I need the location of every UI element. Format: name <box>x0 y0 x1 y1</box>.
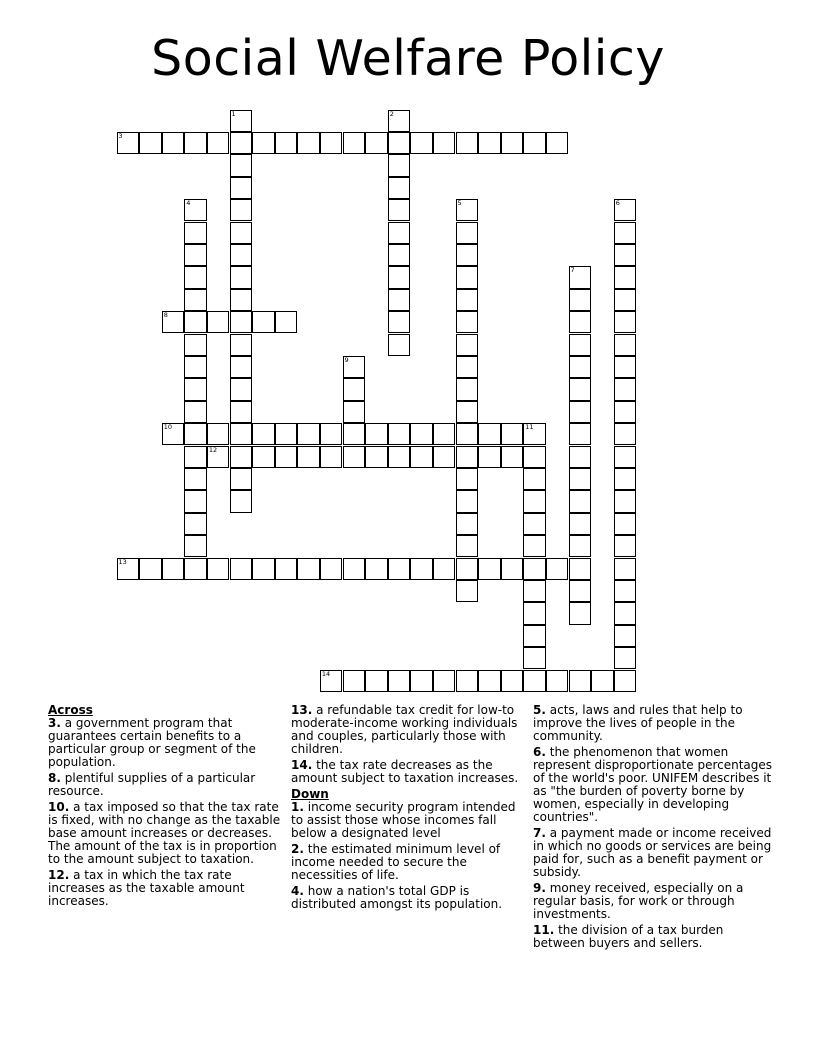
grid-cell[interactable] <box>207 558 230 580</box>
grid-cell[interactable] <box>478 558 501 580</box>
grid-cell[interactable] <box>184 356 207 378</box>
grid-cell[interactable] <box>230 132 253 154</box>
grid-cell[interactable] <box>320 423 343 445</box>
grid-cell[interactable] <box>275 132 298 154</box>
grid-cell[interactable] <box>184 423 207 445</box>
grid-cell[interactable] <box>117 132 140 154</box>
grid-cell[interactable] <box>252 132 275 154</box>
grid-cell[interactable] <box>230 558 253 580</box>
grid-cell[interactable] <box>614 602 637 624</box>
grid-cell[interactable] <box>456 535 479 557</box>
grid-cell[interactable] <box>523 132 546 154</box>
grid-cell[interactable] <box>478 670 501 692</box>
grid-cell[interactable] <box>388 558 411 580</box>
clue-number: 13 <box>118 557 127 566</box>
clue-text: how a nation's total GDP is distributed amongst its population. <box>291 884 503 911</box>
grid-cell[interactable] <box>184 266 207 288</box>
clue-number-label: 12. <box>48 868 70 882</box>
grid-cell[interactable] <box>456 401 479 423</box>
grid-cell[interactable] <box>388 423 411 445</box>
grid-cell[interactable] <box>569 513 592 535</box>
grid-cell[interactable] <box>343 401 366 423</box>
grid-cell[interactable] <box>410 423 433 445</box>
grid-cell[interactable] <box>297 446 320 468</box>
grid-cell[interactable] <box>614 490 637 512</box>
grid-cell[interactable] <box>569 468 592 490</box>
grid-cell[interactable] <box>184 468 207 490</box>
grid-cell[interactable] <box>614 266 637 288</box>
grid-cell[interactable] <box>569 535 592 557</box>
grid-cell[interactable] <box>184 446 207 468</box>
across-clue <box>48 801 284 866</box>
grid-cell[interactable] <box>388 670 411 692</box>
grid-cell[interactable] <box>569 423 592 445</box>
across-clue <box>48 772 284 798</box>
down-heading: Down <box>291 787 329 801</box>
grid-cell[interactable] <box>230 490 253 512</box>
clue-text: the phenomenon that women represent disproportionate percentages of the world's poor. UNIFEM describes it as "the burden of poverty borne by women, especially in developing countries". <box>533 745 773 824</box>
grid-cell[interactable] <box>297 132 320 154</box>
grid-cell[interactable] <box>365 446 388 468</box>
grid-cell[interactable] <box>501 423 524 445</box>
grid-cell[interactable] <box>230 334 253 356</box>
grid-cell[interactable] <box>523 625 546 647</box>
grid-cell[interactable] <box>388 334 411 356</box>
clue-text: a payment made or income received in which no goods or services are being paid for, such as a benefit payment or subsidy. <box>533 826 772 879</box>
clues-column-1 <box>48 704 284 911</box>
grid-cell[interactable] <box>230 110 253 132</box>
clue-number: 11 <box>525 423 534 432</box>
grid-cell[interactable] <box>433 670 456 692</box>
grid-cell[interactable] <box>252 446 275 468</box>
grid-cell[interactable] <box>388 222 411 244</box>
clue-text: the estimated minimum level of income needed to secure the necessities of life. <box>291 842 501 882</box>
grid-cell[interactable] <box>456 244 479 266</box>
grid-cell[interactable] <box>433 558 456 580</box>
grid-cell[interactable] <box>365 132 388 154</box>
grid-cell[interactable] <box>410 670 433 692</box>
grid-cell[interactable] <box>614 625 637 647</box>
clue-number: 6 <box>615 199 620 208</box>
grid-cell[interactable] <box>523 490 546 512</box>
grid-cell[interactable] <box>184 401 207 423</box>
grid-cell[interactable] <box>456 199 479 221</box>
grid-cell[interactable] <box>230 401 253 423</box>
clue-number-label: 5. <box>533 703 546 717</box>
grid-cell[interactable] <box>569 670 592 692</box>
grid-cell[interactable] <box>614 468 637 490</box>
grid-cell[interactable] <box>410 132 433 154</box>
grid-cell[interactable] <box>456 670 479 692</box>
grid-cell[interactable] <box>523 535 546 557</box>
clue-number: 9 <box>344 355 349 364</box>
grid-cell[interactable] <box>456 513 479 535</box>
grid-cell[interactable] <box>614 311 637 333</box>
grid-cell[interactable] <box>569 602 592 624</box>
grid-cell[interactable] <box>388 446 411 468</box>
across-heading: Across <box>48 703 93 717</box>
clue-number-label: 8. <box>48 771 61 785</box>
grid-cell[interactable] <box>501 670 524 692</box>
grid-cell[interactable] <box>365 670 388 692</box>
grid-cell[interactable] <box>388 199 411 221</box>
grid-cell[interactable] <box>162 132 185 154</box>
grid-cell[interactable] <box>456 580 479 602</box>
grid-cell[interactable] <box>343 378 366 400</box>
grid-cell[interactable] <box>433 132 456 154</box>
grid-cell[interactable] <box>456 356 479 378</box>
grid-cell[interactable] <box>275 558 298 580</box>
grid-cell[interactable] <box>275 423 298 445</box>
clue-text: a tax imposed so that the tax rate is fixed, with no change as the taxable base amount increases or decreases. The amount of the tax is in proportion to the amount subject to taxation. <box>48 800 281 866</box>
clue-number-label: 13. <box>291 703 313 717</box>
grid-cell[interactable] <box>569 266 592 288</box>
clue-text: a government program that guarantees certain benefits to a particular group or segment of the population. <box>48 716 256 769</box>
grid-cell[interactable] <box>569 580 592 602</box>
grid-cell[interactable] <box>230 356 253 378</box>
grid-cell[interactable] <box>569 311 592 333</box>
grid-cell[interactable] <box>614 535 637 557</box>
across-clue <box>48 869 284 908</box>
grid-cell[interactable] <box>456 423 479 445</box>
grid-cell[interactable] <box>388 177 411 199</box>
grid-cell[interactable] <box>184 289 207 311</box>
grid-cell[interactable] <box>343 446 366 468</box>
across-clue <box>291 759 523 785</box>
clue-text: a refundable tax credit for low-to moderate-income working individuals and couples, particularly those with children. <box>291 703 518 756</box>
grid-cell[interactable] <box>614 378 637 400</box>
clue-text: a tax in which the tax rate increases as the taxable amount increases. <box>48 868 245 908</box>
clue-text: the division of a tax burden between buyers and sellers. <box>533 923 724 950</box>
grid-cell[interactable] <box>252 423 275 445</box>
down-clue <box>533 924 773 950</box>
grid-cell[interactable] <box>388 266 411 288</box>
grid-cell[interactable] <box>365 558 388 580</box>
grid-cell[interactable] <box>456 266 479 288</box>
grid-cell[interactable] <box>184 513 207 535</box>
grid-cell[interactable] <box>591 670 614 692</box>
grid-cell[interactable] <box>184 199 207 221</box>
grid-cell[interactable] <box>388 289 411 311</box>
grid-cell[interactable] <box>230 222 253 244</box>
grid-cell[interactable] <box>184 535 207 557</box>
grid-cell[interactable] <box>139 132 162 154</box>
grid-cell[interactable] <box>614 401 637 423</box>
grid-cell[interactable] <box>614 289 637 311</box>
grid-cell[interactable] <box>230 154 253 176</box>
down-clue <box>291 801 523 840</box>
grid-cell[interactable] <box>343 132 366 154</box>
grid-cell[interactable] <box>546 558 569 580</box>
grid-cell[interactable] <box>162 423 185 445</box>
grid-cell[interactable] <box>184 244 207 266</box>
grid-cell[interactable] <box>388 132 411 154</box>
grid-cell[interactable] <box>614 334 637 356</box>
clue-number: 5 <box>457 199 462 208</box>
clue-number: 2 <box>389 109 394 118</box>
grid-cell[interactable] <box>456 132 479 154</box>
grid-cell[interactable] <box>456 289 479 311</box>
grid-cell[interactable] <box>162 311 185 333</box>
grid-cell[interactable] <box>614 647 637 669</box>
grid-cell[interactable] <box>343 670 366 692</box>
grid-cell[interactable] <box>523 647 546 669</box>
grid-cell[interactable] <box>230 289 253 311</box>
grid-cell[interactable] <box>501 446 524 468</box>
grid-cell[interactable] <box>320 132 343 154</box>
grid-cell[interactable] <box>456 311 479 333</box>
clue-number: 1 <box>231 109 236 118</box>
grid-cell[interactable] <box>230 446 253 468</box>
grid-cell[interactable] <box>184 558 207 580</box>
grid-cell[interactable] <box>501 558 524 580</box>
grid-cell[interactable] <box>184 311 207 333</box>
down-clue <box>533 704 773 743</box>
grid-cell[interactable] <box>184 490 207 512</box>
clue-number: 14 <box>321 669 331 678</box>
clues-column-3 <box>533 704 773 953</box>
grid-cell[interactable] <box>523 580 546 602</box>
grid-cell[interactable] <box>207 311 230 333</box>
grid-cell[interactable] <box>297 423 320 445</box>
grid-cell[interactable] <box>230 199 253 221</box>
grid-cell[interactable] <box>230 244 253 266</box>
grid-cell[interactable] <box>569 401 592 423</box>
clue-text: the tax rate decreases as the amount subject to taxation increases. <box>291 758 519 785</box>
grid-cell[interactable] <box>456 378 479 400</box>
grid-cell[interactable] <box>230 311 253 333</box>
grid-cell[interactable] <box>207 423 230 445</box>
clue-number-label: 4. <box>291 884 304 898</box>
grid-cell[interactable] <box>523 468 546 490</box>
clue-number: 7 <box>570 266 575 275</box>
grid-cell[interactable] <box>139 558 162 580</box>
grid-cell[interactable] <box>523 670 546 692</box>
grid-cell[interactable] <box>523 558 546 580</box>
grid-cell[interactable] <box>546 670 569 692</box>
grid-cell[interactable] <box>230 177 253 199</box>
grid-cell[interactable] <box>569 558 592 580</box>
grid-cell[interactable] <box>523 513 546 535</box>
grid-cell[interactable] <box>614 199 637 221</box>
down-clue <box>291 885 523 911</box>
clue-number-label: 3. <box>48 716 61 730</box>
grid-cell[interactable] <box>523 446 546 468</box>
grid-cell[interactable] <box>456 558 479 580</box>
grid-cell[interactable] <box>614 356 637 378</box>
grid-cell[interactable] <box>614 222 637 244</box>
grid-cell[interactable] <box>230 468 253 490</box>
clue-text: acts, laws and rules that help to improve the lives of people in the community. <box>533 703 743 743</box>
grid-cell[interactable] <box>365 423 388 445</box>
clue-number-label: 6. <box>533 745 546 759</box>
grid-cell[interactable] <box>388 311 411 333</box>
clue-number: 12 <box>208 445 218 454</box>
clue-number-label: 2. <box>291 842 304 856</box>
grid-cell[interactable] <box>388 154 411 176</box>
grid-cell[interactable] <box>614 446 637 468</box>
grid-cell[interactable] <box>478 132 501 154</box>
clue-number-label: 11. <box>533 923 555 937</box>
grid-cell[interactable] <box>184 334 207 356</box>
down-clue <box>533 882 773 921</box>
grid-cell[interactable] <box>456 468 479 490</box>
grid-cell[interactable] <box>569 378 592 400</box>
clue-number-label: 9. <box>533 881 546 895</box>
clue-number: 8 <box>163 311 168 320</box>
grid-cell[interactable] <box>275 446 298 468</box>
clue-number: 3 <box>118 131 123 140</box>
grid-cell[interactable] <box>184 378 207 400</box>
grid-cell[interactable] <box>614 244 637 266</box>
across-clue <box>291 704 523 756</box>
clue-number-label: 1. <box>291 800 304 814</box>
grid-cell[interactable] <box>614 423 637 445</box>
clue-number: 10 <box>163 423 172 432</box>
grid-cell[interactable] <box>343 558 366 580</box>
grid-cell[interactable] <box>456 222 479 244</box>
grid-cell[interactable] <box>343 423 366 445</box>
clue-number-label: 10. <box>48 800 70 814</box>
grid-cell[interactable] <box>275 311 298 333</box>
grid-cell[interactable] <box>343 356 366 378</box>
grid-cell[interactable] <box>230 378 253 400</box>
grid-cell[interactable] <box>410 558 433 580</box>
grid-cell[interactable] <box>162 558 185 580</box>
grid-cell[interactable] <box>569 334 592 356</box>
grid-cell[interactable] <box>388 244 411 266</box>
clue-number: 4 <box>186 199 191 208</box>
down-clue <box>533 746 773 824</box>
grid-cell[interactable] <box>252 311 275 333</box>
grid-cell[interactable] <box>478 423 501 445</box>
grid-cell[interactable] <box>546 132 569 154</box>
grid-cell[interactable] <box>252 558 275 580</box>
grid-cell[interactable] <box>207 132 230 154</box>
grid-cell[interactable] <box>614 513 637 535</box>
grid-cell[interactable] <box>230 423 253 445</box>
grid-cell[interactable] <box>456 446 479 468</box>
grid-cell[interactable] <box>523 423 546 445</box>
clue-text: money received, especially on a regular basis, for work or through investments. <box>533 881 744 921</box>
across-clue <box>48 717 284 769</box>
grid-cell[interactable] <box>230 266 253 288</box>
puzzle-title: Social Welfare Policy <box>151 30 665 87</box>
down-clue <box>291 843 523 882</box>
grid-cell[interactable] <box>433 423 456 445</box>
grid-cell[interactable] <box>478 446 501 468</box>
grid-cell[interactable] <box>433 446 456 468</box>
grid-cell[interactable] <box>523 602 546 624</box>
grid-cell[interactable] <box>569 446 592 468</box>
grid-cell[interactable] <box>501 132 524 154</box>
grid-cell[interactable] <box>614 558 637 580</box>
grid-cell[interactable] <box>410 446 433 468</box>
grid-cell[interactable] <box>207 446 230 468</box>
grid-cell[interactable] <box>388 110 411 132</box>
grid-cell[interactable] <box>569 356 592 378</box>
down-clue <box>533 827 773 879</box>
grid-cell[interactable] <box>614 580 637 602</box>
clue-number-label: 14. <box>291 758 313 772</box>
clue-text: plentiful supplies of a particular resource. <box>48 771 256 798</box>
clues-column-2 <box>291 704 523 914</box>
grid-cell[interactable] <box>184 222 207 244</box>
grid-cell[interactable] <box>320 670 343 692</box>
grid-cell[interactable] <box>184 132 207 154</box>
clue-text: income security program intended to assist those whose incomes fall below a designated level <box>291 800 516 840</box>
grid-cell[interactable] <box>456 490 479 512</box>
clue-number-label: 7. <box>533 826 546 840</box>
grid-cell[interactable] <box>320 446 343 468</box>
grid-cell[interactable] <box>117 558 140 580</box>
grid-cell[interactable] <box>320 558 343 580</box>
grid-cell[interactable] <box>456 334 479 356</box>
grid-cell[interactable] <box>569 289 592 311</box>
grid-cell[interactable] <box>297 558 320 580</box>
grid-cell[interactable] <box>569 490 592 512</box>
grid-cell[interactable] <box>614 670 637 692</box>
